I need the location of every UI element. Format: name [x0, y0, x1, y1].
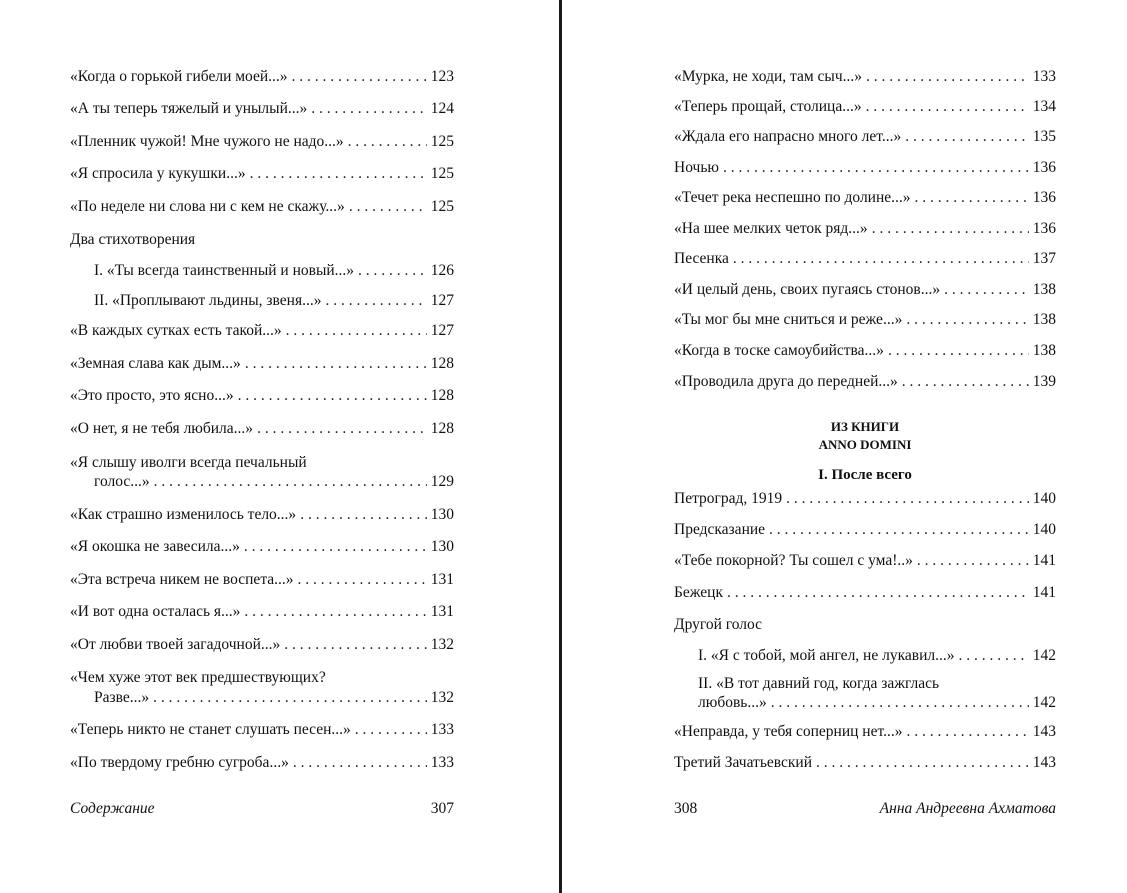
toc-entry	[674, 488, 1056, 510]
dot-leader	[292, 66, 427, 88]
toc-entry-page: 140	[1032, 490, 1056, 507]
toc-entry-page: 136	[1032, 189, 1056, 206]
toc-entry-title: «В каждых сутках есть такой...»	[70, 322, 282, 339]
dot-leader	[727, 582, 1029, 604]
toc-entry-page: 128	[430, 387, 454, 404]
toc-entry-title-line1: «Чем хуже этот век предшествующих?	[70, 669, 326, 686]
dot-leader	[284, 634, 427, 656]
toc-entry-page: 137	[1032, 250, 1056, 267]
toc-entry-title: «От любви твоей загадочной...»	[70, 636, 281, 653]
toc-entry-page: 131	[430, 571, 454, 588]
dot-leader	[154, 471, 427, 493]
dot-leader	[244, 536, 427, 558]
dot-leader	[866, 66, 1029, 88]
dot-leader	[250, 163, 427, 185]
toc-entry-page: 127	[430, 292, 454, 309]
toc-entry-page: 125	[430, 133, 454, 150]
toc-entry-page: 124	[430, 100, 454, 117]
toc-entry-title: «Земная слава как дым...»	[70, 355, 241, 372]
toc-entry-page: 132	[430, 636, 454, 653]
toc-entry	[674, 248, 1056, 270]
toc-group-title: Другой голос	[674, 616, 763, 633]
toc-entry-title: «На шее мелких четок ряд...»	[674, 220, 868, 237]
toc-entry	[674, 96, 1056, 118]
dot-leader	[245, 353, 427, 375]
toc-entry-title-line2: голос...»	[94, 473, 150, 490]
dot-leader	[786, 488, 1029, 510]
section-heading-subtitle: ANNO DOMINI	[818, 437, 912, 452]
toc-entry	[70, 385, 454, 407]
dot-leader	[298, 569, 427, 591]
toc-entry-title-line1: II. «В тот давний год, когда зажглась	[698, 675, 940, 692]
toc-entry	[674, 752, 1056, 774]
toc-entry-page: 130	[430, 538, 454, 555]
dot-leader	[349, 196, 427, 218]
dot-leader	[153, 687, 427, 709]
toc-entry-title: «О нет, я не тебя любила...»	[70, 420, 254, 437]
toc-entry	[674, 66, 1056, 88]
toc-entry-page: 134	[1032, 98, 1056, 115]
section-heading: ИЗ КНИГИ	[830, 419, 900, 434]
toc-entry	[674, 519, 1056, 541]
toc-entry	[698, 645, 1056, 667]
toc-entry	[674, 371, 1056, 393]
page-number: 307	[430, 800, 454, 817]
toc-entry	[94, 471, 454, 493]
toc-entry-page: 128	[430, 355, 454, 372]
toc-group-title: Два стихотворения	[70, 231, 196, 248]
toc-entry-page: 135	[1032, 128, 1056, 145]
toc-entry	[698, 692, 1056, 714]
toc-entry-title: «По твердому гребню сугроба...»	[70, 754, 289, 771]
dot-leader	[958, 645, 1028, 667]
toc-entry-title: «Неправда, у тебя соперниц нет...»	[674, 723, 903, 740]
toc-entry-title-line1: «Я слышу иволги всегда печальный	[70, 454, 307, 471]
toc-entry-title: «Проводила друга до передней...»	[674, 373, 898, 390]
toc-entry-title: «А ты теперь тяжелый и унылый...»	[70, 100, 308, 117]
toc-entry	[94, 290, 454, 312]
page-gutter	[559, 0, 562, 893]
toc-entry-page: 125	[430, 198, 454, 215]
toc-entry	[70, 504, 454, 526]
toc-entry-page: 125	[430, 165, 454, 182]
toc-entry-title: «Теперь никто не станет слушать песен...»	[70, 721, 351, 738]
toc-entry-page: 123	[430, 68, 454, 85]
dot-leader	[733, 248, 1029, 270]
toc-entry-title: Песенка	[674, 250, 729, 267]
subsection-heading: I. После всего	[818, 467, 912, 483]
dot-leader	[866, 96, 1029, 118]
toc-entry-page: 139	[1032, 373, 1056, 390]
dot-leader	[325, 290, 426, 312]
dot-leader	[293, 752, 427, 774]
toc-entry-title: «Я спросила у кукушки...»	[70, 165, 246, 182]
toc-entry	[70, 163, 454, 185]
toc-entry-page: 128	[430, 420, 454, 437]
toc-entry-title: «Когда в тоске самоубийства...»	[674, 342, 884, 359]
toc-entry	[70, 320, 454, 342]
toc-entry-page: 130	[430, 506, 454, 523]
toc-entry	[70, 569, 454, 591]
toc-entry-page: 126	[430, 262, 454, 279]
toc-entry-page: 141	[1032, 584, 1056, 601]
dot-leader	[358, 260, 427, 282]
dot-leader	[872, 218, 1029, 240]
toc-entry	[674, 340, 1056, 362]
dot-leader	[771, 692, 1029, 714]
toc-entry	[70, 66, 454, 88]
toc-entry	[674, 279, 1056, 301]
running-title: Содержание	[70, 800, 155, 817]
toc-entry-page: 133	[430, 754, 454, 771]
toc-entry-page: 127	[430, 322, 454, 339]
toc-entry-title: «Это просто, это ясно...»	[70, 387, 234, 404]
toc-entry-title: I. «Ты всегда таинственный и новый...»	[94, 262, 355, 279]
dot-leader	[917, 550, 1029, 572]
toc-entry-title: «Эта встреча никем не воспета...»	[70, 571, 294, 588]
toc-entry-title: I. «Я с тобой, мой ангел, не лукавил...»	[698, 647, 955, 664]
toc-entry-title: «Пленник чужой! Мне чужого не надо...»	[70, 133, 344, 150]
toc-entry-title: «Течет река неспешно по долине...»	[674, 189, 911, 206]
toc-entry-title: Бежецк	[674, 584, 723, 601]
toc-entry-page: 141	[1032, 552, 1056, 569]
running-title: Анна Андреевна Ахматова	[879, 800, 1056, 817]
dot-leader	[906, 309, 1028, 331]
toc-entry-page: 142	[1032, 694, 1056, 711]
toc-entry-page: 131	[430, 603, 454, 620]
toc-entry	[70, 353, 454, 375]
left-page-footer	[70, 797, 454, 821]
toc-entry-title: «И вот одна осталась я...»	[70, 603, 241, 620]
dot-leader	[944, 279, 1029, 301]
toc-entry	[70, 98, 454, 120]
right-page	[674, 0, 1056, 893]
dot-leader	[906, 721, 1028, 743]
toc-entry	[674, 550, 1056, 572]
toc-entry-title: «Ты мог бы мне сниться и реже...»	[674, 311, 903, 328]
toc-entry	[94, 260, 454, 282]
toc-entry-title: «Мурка, не ходи, там сыч...»	[674, 68, 863, 85]
toc-entry-title: «Теперь прощай, столица...»	[674, 98, 862, 115]
dot-leader	[286, 320, 427, 342]
toc-entry-page: 136	[1032, 159, 1056, 176]
toc-entry-title: «Как страшно изменилось тело...»	[70, 506, 297, 523]
toc-entry	[70, 536, 454, 558]
toc-entry	[70, 418, 454, 440]
toc-entry-page: 138	[1032, 311, 1056, 328]
right-page-footer	[674, 797, 1056, 821]
dot-leader	[300, 504, 427, 526]
dot-leader	[902, 371, 1029, 393]
toc-entry-title: Третий Зачатьевский	[674, 754, 812, 771]
toc-entry-title: II. «Проплывают льдины, звеня...»	[94, 292, 322, 309]
toc-entry-page: 129	[430, 473, 454, 490]
dot-leader	[355, 719, 427, 741]
toc-entry	[674, 721, 1056, 743]
toc-entry	[674, 218, 1056, 240]
toc-entry	[94, 687, 454, 709]
toc-entry-title: «Ждала его напрасно много лет...»	[674, 128, 902, 145]
toc-entry	[674, 126, 1056, 148]
dot-leader	[915, 187, 1029, 209]
dot-leader	[348, 131, 427, 153]
toc-entry-title: «И целый день, своих пугаясь стонов...»	[674, 281, 941, 298]
dot-leader	[311, 98, 426, 120]
toc-entry	[70, 752, 454, 774]
toc-entry-title: Ночью	[674, 159, 719, 176]
toc-entry	[70, 601, 454, 623]
toc-entry-title-line2: любовь...»	[698, 694, 767, 711]
left-page	[70, 0, 454, 893]
toc-entry	[70, 634, 454, 656]
dot-leader	[769, 519, 1029, 541]
toc-entry-title: Предсказание	[674, 521, 766, 538]
toc-entry-title-line2: Разве...»	[94, 689, 150, 706]
toc-entry-page: 133	[1032, 68, 1056, 85]
toc-entry-title: «Я окошка не завесила...»	[70, 538, 240, 555]
toc-entry-page: 138	[1032, 281, 1056, 298]
dot-leader	[723, 157, 1029, 179]
toc-entry-page: 140	[1032, 521, 1056, 538]
toc-entry	[674, 309, 1056, 331]
toc-entry	[70, 719, 454, 741]
page-number: 308	[674, 800, 698, 817]
toc-entry	[674, 187, 1056, 209]
toc-entry-title: «Тебе покорной? Ты сошел с ума!..»	[674, 552, 913, 569]
dot-leader	[905, 126, 1029, 148]
toc-entry-title: Петроград, 1919	[674, 490, 783, 507]
dot-leader	[816, 752, 1029, 774]
dot-leader	[257, 418, 427, 440]
toc-entry	[674, 582, 1056, 604]
dot-leader	[238, 385, 427, 407]
toc-entry-page: 143	[1032, 754, 1056, 771]
toc-entry-title: «По неделе ни слова ни с кем не скажу...»	[70, 198, 345, 215]
toc-entry-page: 142	[1032, 647, 1056, 664]
toc-entry-page: 132	[430, 689, 454, 706]
toc-entry-page: 136	[1032, 220, 1056, 237]
toc-entry	[674, 157, 1056, 179]
toc-entry-page: 143	[1032, 723, 1056, 740]
toc-entry-title: «Когда о горькой гибели моей...»	[70, 68, 288, 85]
toc-entry-page: 133	[430, 721, 454, 738]
toc-entry	[70, 196, 454, 218]
dot-leader	[244, 601, 426, 623]
dot-leader	[888, 340, 1029, 362]
toc-entry	[70, 131, 454, 153]
toc-entry-page: 138	[1032, 342, 1056, 359]
